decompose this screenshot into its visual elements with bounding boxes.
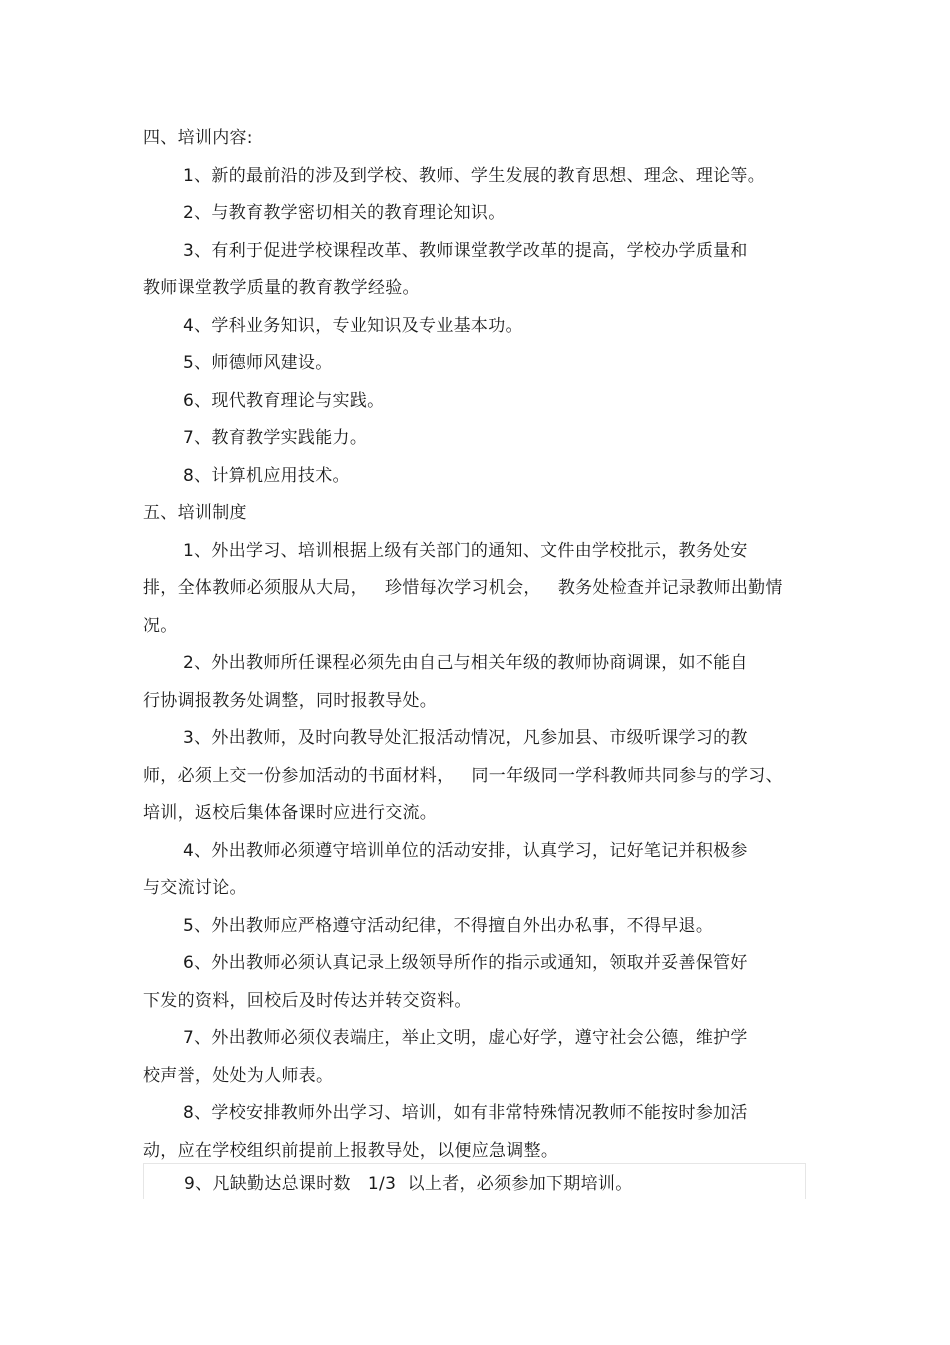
- rule-1-line-3: 况。: [143, 615, 178, 636]
- rule-7-line-1: 7、外出教师必须仪表端庄，举止文明，虚心好学，遵守社会公德，维护学: [183, 1028, 748, 1048]
- rule-3-line-1: 3、外出教师，及时向教导处汇报活动情况，凡参加县、市级听课学习的教: [183, 728, 748, 748]
- training-content-item-6: 6、现代教育理论与实践。: [183, 390, 385, 411]
- rule-9-line-1: 9、凡缺勤达总课时数 1/3 以上者，必须参加下期培训。: [184, 1174, 633, 1194]
- rule-7-line-2: 校声誉，处处为人师表。: [143, 1065, 334, 1086]
- rule-4-line-2: 与交流讨论。: [143, 878, 247, 898]
- rule-5-line-1: 5、外出教师应严格遵守活动纪律，不得擅自外出办私事，不得早退。: [183, 915, 714, 936]
- rule-8-line-2: 动，应在学校组织前提前上报教导处，以便应急调整。: [143, 1140, 559, 1161]
- section-4-heading: 四、培训内容:: [143, 128, 253, 148]
- training-content-item-8: 8、计算机应用技术。: [183, 465, 350, 486]
- rule-6-line-1: 6、外出教师必须认真记录上级领导所作的指示或通知，领取并妥善保管好: [183, 953, 748, 973]
- section-5-heading: 五、培训制度: [143, 503, 247, 523]
- document-body: [143, 120, 808, 1170]
- training-content-item-7: 7、教育教学实践能力。: [183, 428, 368, 448]
- rule-4-line-1: 4、外出教师必须遵守培训单位的活动安排，认真学习，记好笔记并积极参: [183, 840, 748, 861]
- training-content-item-4: 4、学科业务知识，专业知识及专业基本功。: [183, 315, 523, 336]
- training-content-item-1: 1、新的最前沿的涉及到学校、教师、学生发展的教育思想、理念、理论等。: [183, 165, 766, 186]
- rule-3-line-3: 培训，返校后集体备课时应进行交流。: [143, 803, 438, 823]
- rule-8-line-1: 8、学校安排教师外出学习、培训，如有非常特殊情况教师不能按时参加活: [183, 1103, 748, 1123]
- training-content-item-5: 5、师德师风建设。: [183, 353, 333, 373]
- rule-1-line-1: 1、外出学习、培训根据上级有关部门的通知、文件由学校批示，教务处安: [183, 540, 748, 561]
- training-content-item-3: 3、有利于促进学校课程改革、教师课堂教学改革的提高，学校办学质量和: [183, 240, 748, 261]
- training-content-item-3-continued: 教师课堂教学质量的教育教学经验。: [143, 278, 420, 298]
- rule-6-line-2: 下发的资料，回校后及时传达并转交资料。: [143, 990, 472, 1011]
- rule-1-line-2: 排，全体教师必须服从大局， 珍惜每次学习机会， 教务处检查并记录教师出勤情: [143, 578, 783, 598]
- rule-9-box: [143, 1163, 806, 1199]
- rule-2-line-1: 2、外出教师所任课程必须先由自己与相关年级的教师协商调课，如不能自: [183, 653, 748, 673]
- rule-3-line-2: 师，必须上交一份参加活动的书面材料， 同一年级同一学科教师共同参与的学习、: [143, 765, 783, 786]
- rule-2-line-2: 行协调报教务处调整，同时报教导处。: [143, 690, 438, 711]
- training-content-item-2: 2、与教育教学密切相关的教育理论知识。: [183, 203, 506, 223]
